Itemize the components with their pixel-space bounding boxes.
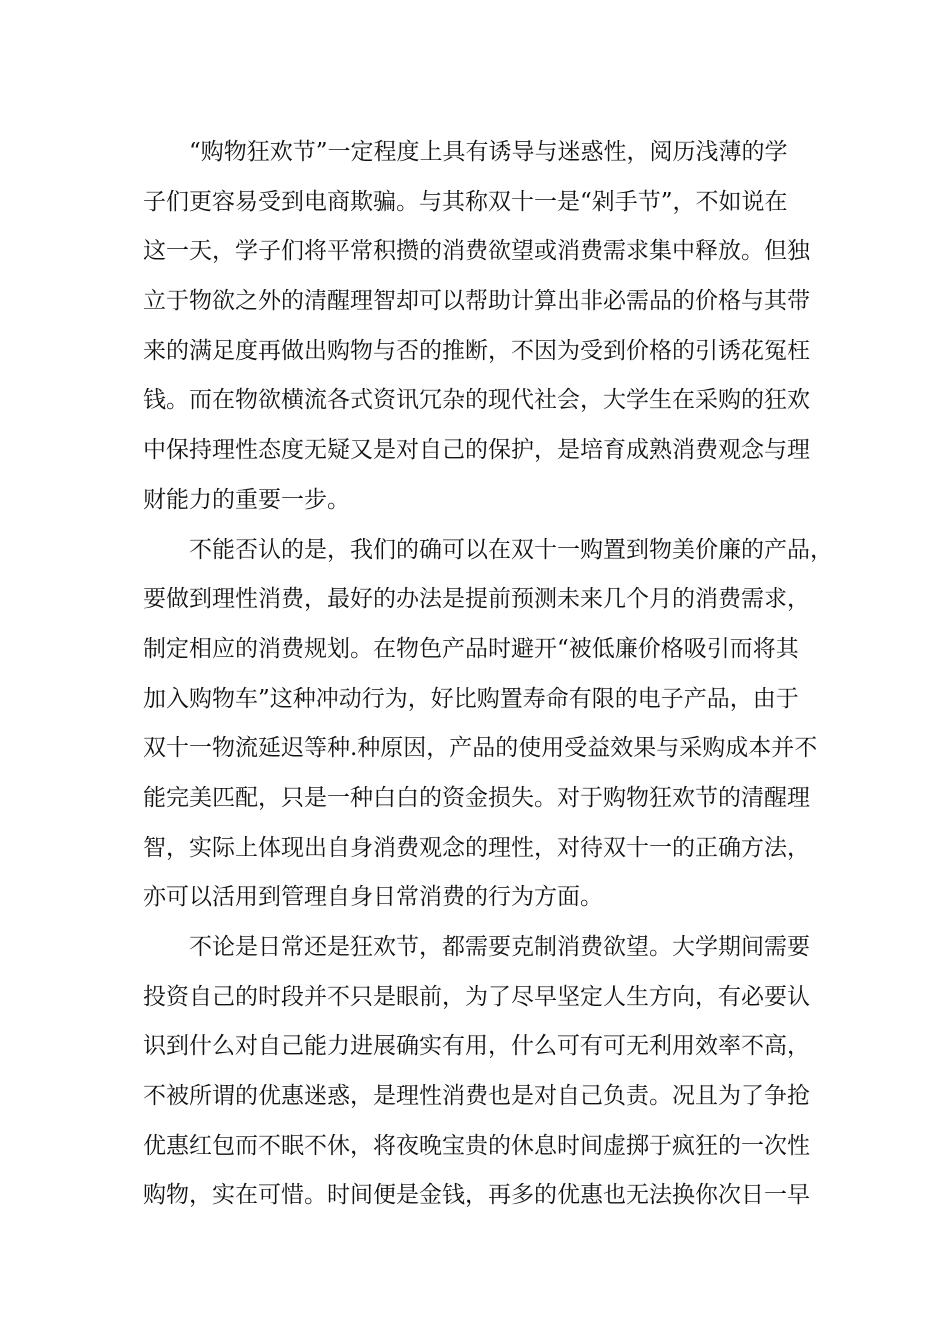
paragraph-2 (143, 526, 833, 924)
text-line: 不被所谓的优惠迷惑，是理性消费也是对自己负责。况且为了争抢 (143, 1083, 810, 1110)
text-line: “购物狂欢节”一定程度上具有诱导与迷惑性，阅历浅薄的学 (189, 139, 788, 165)
text-line: 亦可以活用到管理自身日常消费的行为方面。 (143, 884, 603, 911)
text-line: 制定相应的消费规划。在物色产品时避开“被低廉价格吸引而将其 (143, 635, 799, 662)
text-line: 加入购物车”这种冲动行为，好比购置寿命有限的电子产品，由于 (143, 685, 799, 712)
text-line: 优惠红包而不眠不休，将夜晚宝贵的休息时间虚掷于疯狂的一次性 (143, 1132, 810, 1159)
text-line: 识到什么对自己能力进展确实有用，什么可有可无利用效率不高， (143, 1033, 810, 1060)
text-line: 双十一物流延迟等种.种原因，产品的使用受益效果与采购成本并不 (143, 735, 818, 762)
document-body (143, 128, 833, 1221)
text-line: 购物，实在可惜。时间便是金钱，再多的优惠也无法换你次日一早 (143, 1182, 810, 1209)
text-line: 中保持理性态度无疑又是对自己的保护，是培育成熟消费观念与理 (143, 437, 810, 464)
text-line: 来的满足度再做出购物与否的推断，不因为受到价格的引诱花冤枉 (143, 337, 810, 364)
text-line: 投资自己的时段并不只是眼前，为了尽早坚定人生方向，有必要认 (143, 983, 810, 1010)
text-line: 能完美匹配，只是一种白白的资金损失。对于购物狂欢节的清醒理 (143, 784, 810, 811)
paragraph-1 (143, 128, 823, 526)
text-line: 不能否认的是，我们的确可以在双十一购置到物美价廉的产品， (189, 536, 833, 563)
paragraph-3 (143, 923, 823, 1221)
text-line: 这一天，学子们将平常积攒的消费欲望或消费需求集中释放。但独 (143, 238, 810, 265)
text-line: 立于物欲之外的清醒理智却可以帮助计算出非必需品的价格与其带 (143, 288, 810, 315)
text-line: 财能力的重要一步。 (143, 486, 350, 513)
text-line: 子们更容易受到电商欺骗。与其称双十一是“剁手节”，不如说在 (143, 188, 788, 215)
text-line: 不论是日常还是狂欢节，都需要克制消费欲望。大学期间需要 (189, 934, 810, 960)
text-line: 智，实际上体现出自身消费观念的理性，对待双十一的正确方法， (143, 834, 810, 861)
text-line: 钱。而在物欲横流各式资讯冗杂的现代社会，大学生在采购的狂欢 (143, 387, 810, 414)
text-line: 要做到理性消费，最好的办法是提前预测未来几个月的消费需求， (143, 586, 810, 613)
